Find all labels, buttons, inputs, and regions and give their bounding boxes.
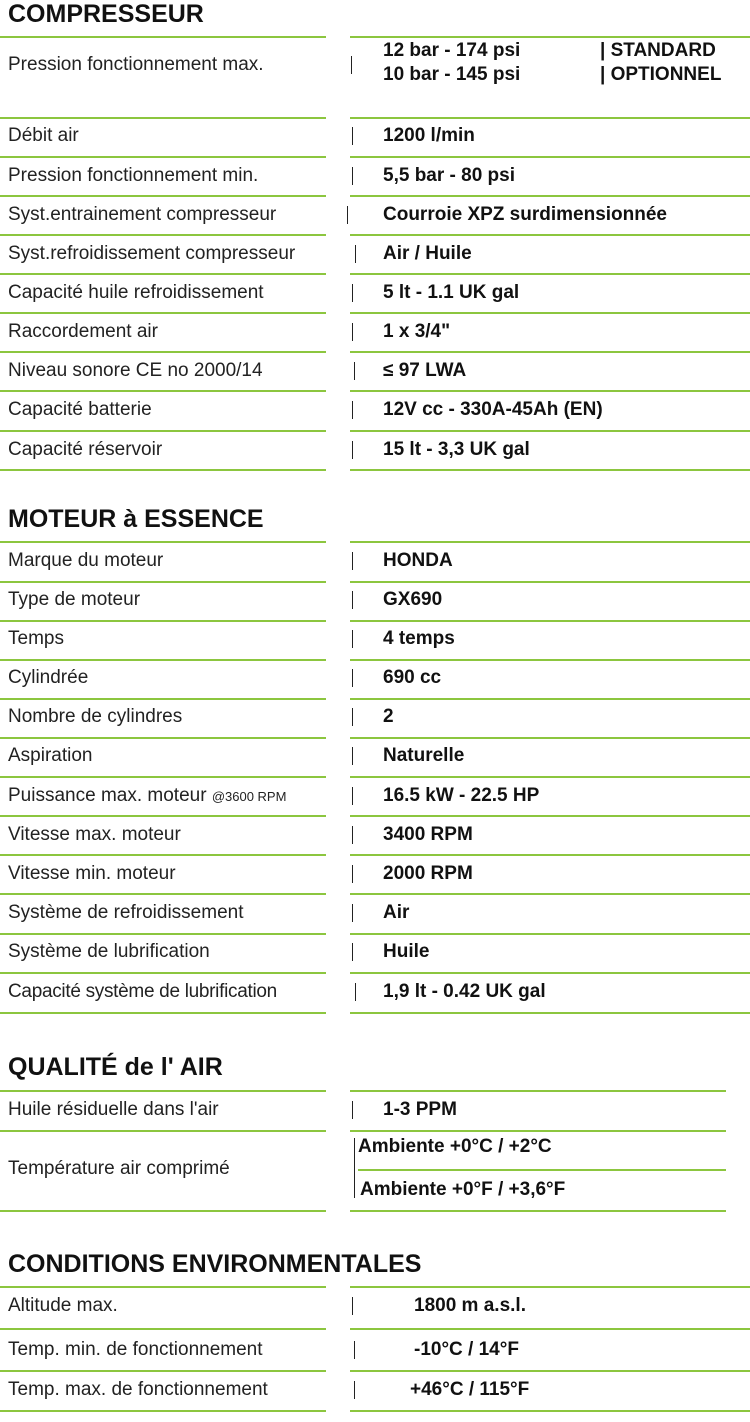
spec-label: Raccordement air — [8, 321, 158, 342]
divider — [350, 234, 750, 236]
divider — [350, 541, 750, 543]
divider — [350, 698, 750, 700]
divider — [0, 1012, 326, 1014]
divider — [350, 815, 750, 817]
spec-label: Pression fonctionnement min. — [8, 165, 259, 186]
divider — [0, 1090, 326, 1092]
divider — [0, 351, 326, 353]
divider — [350, 1410, 750, 1412]
spec-label-text: Puissance max. moteur — [8, 785, 207, 806]
divider — [0, 620, 326, 622]
divider — [0, 312, 326, 314]
divider — [0, 1370, 326, 1372]
section-title-compresseur: COMPRESSEUR — [8, 0, 204, 28]
divider — [350, 351, 750, 353]
spec-label: Capacité système de lubrification — [8, 981, 277, 1002]
spec-label: Temp. min. de fonctionnement — [8, 1339, 263, 1360]
divider — [0, 234, 326, 236]
spec-value: Courroie XPZ surdimensionnée — [383, 204, 667, 225]
separator — [352, 127, 353, 145]
separator — [352, 323, 353, 341]
spec-value: Huile — [383, 941, 430, 962]
divider — [0, 390, 326, 392]
divider — [350, 1286, 750, 1288]
divider — [0, 1286, 326, 1288]
spec-label: Vitesse min. moteur — [8, 863, 176, 884]
spec-value: 1,9 lt - 0.42 UK gal — [383, 981, 546, 1002]
divider — [350, 430, 750, 432]
divider — [0, 36, 326, 38]
divider — [0, 117, 326, 119]
spec-value: 2000 RPM — [383, 863, 473, 884]
divider — [358, 1169, 726, 1171]
separator — [352, 441, 353, 459]
divider — [350, 776, 750, 778]
divider — [350, 854, 750, 856]
spec-label: Capacité huile refroidissement — [8, 282, 264, 303]
spec-value: 15 lt - 3,3 UK gal — [383, 439, 530, 460]
divider — [350, 156, 750, 158]
spec-value: 1 x 3/4" — [383, 321, 451, 342]
divider — [0, 156, 326, 158]
spec-value: 2 — [383, 706, 394, 727]
divider — [350, 659, 750, 661]
spec-value: 1-3 PPM — [383, 1099, 457, 1120]
divider — [350, 1130, 726, 1132]
divider — [350, 36, 750, 38]
spec-value: 5 lt - 1.1 UK gal — [383, 282, 520, 303]
divider — [0, 1130, 326, 1132]
separator — [354, 362, 355, 380]
separator — [352, 401, 353, 419]
divider — [350, 390, 750, 392]
divider — [0, 737, 326, 739]
spec-label: Système de lubrification — [8, 941, 210, 962]
spec-label: Aspiration — [8, 745, 93, 766]
separator — [352, 591, 353, 609]
separator — [352, 943, 353, 961]
spec-value: -10°C / 14°F — [414, 1339, 519, 1360]
spec-label: Syst.refroidissement compresseur — [8, 243, 296, 264]
spec-value-temperature-c: Ambiente +0°C / +2°C — [358, 1136, 552, 1157]
separator — [354, 1381, 355, 1399]
divider — [350, 933, 750, 935]
spec-label: Altitude max. — [8, 1295, 118, 1316]
spec-value-temperature-f: Ambiente +0°F / +3,6°F — [360, 1179, 566, 1200]
divider — [0, 430, 326, 432]
spec-label: Type de moteur — [8, 589, 141, 610]
spec-value: 3400 RPM — [383, 824, 473, 845]
spec-value: 1200 l/min — [383, 125, 475, 146]
spec-label: Nombre de cylindres — [8, 706, 183, 727]
spec-label: Vitesse max. moteur — [8, 824, 181, 845]
spec-value: Air / Huile — [383, 243, 472, 264]
separator — [352, 630, 353, 648]
spec-value: 1800 m a.s.l. — [414, 1295, 526, 1316]
divider — [350, 1210, 726, 1212]
divider — [0, 815, 326, 817]
spec-value: Air — [383, 902, 410, 923]
divider — [0, 776, 326, 778]
spec-value: 16.5 kW - 22.5 HP — [383, 785, 540, 806]
divider — [0, 933, 326, 935]
spec-tag-standard: | STANDARD — [600, 40, 716, 61]
divider — [350, 581, 750, 583]
separator — [354, 1138, 355, 1198]
spec-label: Cylindrée — [8, 667, 89, 688]
divider — [0, 659, 326, 661]
spec-label: Niveau sonore CE no 2000/14 — [8, 360, 263, 381]
divider — [0, 698, 326, 700]
separator — [352, 904, 353, 922]
spec-value-pression-standard: 12 bar - 174 psi — [383, 40, 521, 61]
divider — [0, 1410, 326, 1412]
separator — [355, 245, 356, 263]
spec-value: +46°C / 115°F — [410, 1379, 530, 1400]
divider — [0, 1328, 326, 1330]
spec-label-temperature: Température air comprimé — [8, 1158, 230, 1179]
spec-value: 4 temps — [383, 628, 455, 649]
spec-label-suffix: @3600 RPM — [211, 789, 287, 804]
section-title-qualite: QUALITÉ de l' AIR — [8, 1053, 223, 1081]
spec-label-pression-max: Pression fonctionnement max. — [8, 54, 264, 75]
spec-label: Syst.entrainement compresseur — [8, 204, 277, 225]
divider — [350, 1370, 750, 1372]
spec-label: Temp. max. de fonctionnement — [8, 1379, 268, 1400]
spec-value-pression-optionnel: 10 bar - 145 psi — [383, 64, 521, 85]
separator — [352, 826, 353, 844]
divider — [350, 273, 750, 275]
divider — [350, 1328, 750, 1330]
separator — [352, 1297, 353, 1315]
section-title-moteur: MOTEUR à ESSENCE — [8, 505, 264, 533]
separator — [352, 865, 353, 883]
spec-label: Débit air — [8, 125, 79, 146]
divider — [0, 469, 326, 471]
separator — [354, 1341, 355, 1359]
spec-label: Capacité réservoir — [8, 439, 163, 460]
spec-value: 5,5 bar - 80 psi — [383, 165, 516, 186]
spec-label: Marque du moteur — [8, 550, 164, 571]
divider — [0, 972, 326, 974]
separator — [347, 206, 348, 224]
spec-label — [8, 785, 286, 807]
divider — [0, 893, 326, 895]
separator — [352, 167, 353, 185]
divider — [350, 117, 750, 119]
divider — [0, 541, 326, 543]
separator — [352, 1101, 353, 1119]
spec-label: Huile résiduelle dans l'air — [8, 1099, 219, 1120]
spec-value: ≤ 97 LWA — [383, 360, 467, 381]
section-title-conditions: CONDITIONS ENVIRONMENTALES — [8, 1250, 422, 1278]
divider — [0, 1210, 326, 1212]
divider — [350, 195, 750, 197]
separator — [352, 708, 353, 726]
separator — [352, 552, 353, 570]
divider — [350, 312, 750, 314]
divider — [0, 581, 326, 583]
separator — [352, 747, 353, 765]
spec-value: 690 cc — [383, 667, 442, 688]
spec-value: GX690 — [383, 589, 443, 610]
divider — [0, 273, 326, 275]
spec-value: HONDA — [383, 550, 453, 571]
divider — [350, 620, 750, 622]
separator — [355, 983, 356, 1001]
divider — [350, 737, 750, 739]
divider — [350, 1090, 726, 1092]
divider — [350, 469, 750, 471]
divider — [0, 195, 326, 197]
spec-tag-optionnel: | OPTIONNEL — [600, 64, 722, 85]
spec-value: 12V cc - 330A-45Ah (EN) — [383, 399, 603, 420]
separator — [351, 56, 352, 74]
spec-label: Temps — [8, 628, 64, 649]
divider — [350, 893, 750, 895]
spec-label: Système de refroidissement — [8, 902, 244, 923]
divider — [350, 1012, 750, 1014]
divider — [0, 854, 326, 856]
spec-label: Capacité batterie — [8, 399, 152, 420]
divider — [350, 972, 750, 974]
separator — [352, 669, 353, 687]
separator — [352, 787, 353, 805]
spec-value: Naturelle — [383, 745, 465, 766]
separator — [352, 284, 353, 302]
